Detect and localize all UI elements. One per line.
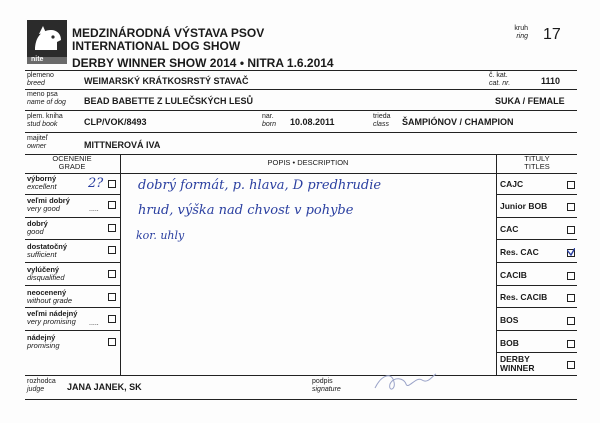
breed-value: WEIMARSKÝ KRÁTKOSRSTÝ STAVAČ (84, 76, 249, 86)
grade-good-en: good (27, 227, 44, 236)
catalog-label (489, 72, 510, 88)
description-line-3: kor. uhly (136, 229, 185, 242)
class-label-sk: trieda (373, 113, 391, 120)
grade-excellent[interactable] (27, 175, 57, 191)
description-line-2: hrud, výška nad chvost v pohybe (138, 203, 354, 218)
grade-sufficient-checkbox[interactable] (108, 246, 116, 254)
title-res-cac[interactable]: Res. CAC (500, 247, 539, 257)
stud-book-label-sk: plem. kniha (27, 113, 63, 120)
grade-excellent-checkbox[interactable] (108, 180, 116, 188)
ring-label-en: ring (516, 33, 528, 40)
grade-excellent-en: excellent (27, 182, 57, 191)
grade-very-promising-dots: ..... (89, 320, 99, 327)
title-res-cacib[interactable]: Res. CACIB (500, 292, 548, 302)
event-title: DERBY WINNER SHOW 2014 • NITRA 1.6.2014 (72, 56, 334, 70)
grade-good-sk: dobrý (27, 219, 48, 228)
ring-label (510, 25, 528, 41)
grade-promising-checkbox[interactable] (108, 338, 116, 346)
stud-book-value: CLP/VOK/8493 (84, 117, 147, 127)
grade-promising[interactable] (27, 334, 60, 350)
ring-number: 17 (543, 26, 561, 43)
catalog-label-en: cat. nr. (489, 80, 511, 87)
title-bos[interactable]: BOS (500, 315, 519, 325)
owner-value: MITTNEROVÁ IVA (84, 140, 161, 150)
judge-label-en: judge (27, 386, 45, 393)
title-bos-checkbox[interactable] (567, 317, 575, 325)
title-cajc[interactable]: CAJC (500, 179, 524, 189)
grade-sufficient-sk: dostatočný (27, 242, 68, 251)
class-value: ŠAMPIÓNOV / CHAMPION (402, 117, 514, 127)
grade-excellent-sk: výborný (27, 174, 57, 183)
breed-label (27, 72, 54, 88)
grade-good-checkbox[interactable] (108, 224, 116, 232)
born-label-sk: nar. (262, 113, 274, 120)
title-junior-bob-checkbox[interactable] (567, 203, 575, 211)
grade-disqualified-checkbox[interactable] (108, 270, 116, 278)
judge-value: JANA JANEK, SK (67, 382, 142, 392)
check-mark-icon (567, 248, 575, 256)
breed-label-sk: plemeno (27, 72, 54, 79)
grade-very-good-sk: veľmi dobrý (27, 196, 70, 205)
owner-label-en: owner (27, 143, 47, 150)
catalog-value: 1110 (541, 76, 561, 86)
catalog-label-sk: č. kat. (489, 72, 508, 79)
grade-promising-en: promising (27, 341, 60, 350)
logo-text: nite (31, 56, 44, 63)
dog-name-label-en: name of dog (27, 99, 66, 106)
grade-without-grade-checkbox[interactable] (108, 293, 116, 301)
title-derby-winner[interactable]: DERBY WINNER (500, 354, 535, 373)
owner-label-sk: majiteľ (27, 135, 48, 142)
titles-header (497, 155, 577, 171)
grade-very-good-checkbox[interactable] (108, 201, 116, 209)
title-derby-winner-checkbox[interactable] (567, 361, 575, 369)
title-cacib-checkbox[interactable] (567, 272, 575, 280)
title-bob[interactable]: BOB (500, 338, 519, 348)
title-cac-checkbox[interactable] (567, 226, 575, 234)
title-cac[interactable]: CAC (500, 224, 519, 234)
titles-header-sk: TITULY (524, 154, 550, 163)
dog-name-label (27, 91, 66, 107)
grade-disqualified-sk: vylúčený (27, 265, 60, 274)
title-cajc-checkbox[interactable] (567, 181, 575, 189)
titles-header-en: TITLES (524, 162, 550, 171)
grade-disqualified[interactable] (27, 266, 65, 282)
born-label-en: born (262, 121, 277, 128)
signature-label-en: signature (312, 386, 341, 393)
class-label-en: class (373, 121, 389, 128)
title-res-cacib-checkbox[interactable] (567, 294, 575, 302)
grade-very-good-dots: ..... (89, 206, 99, 213)
grade-very-promising-sk: veľmi nádejný (27, 309, 78, 318)
owner-label (27, 135, 48, 151)
grade-good[interactable] (27, 220, 48, 236)
dog-name-label-sk: meno psa (27, 91, 58, 98)
grade-without-grade-sk: neocenený (27, 288, 67, 297)
born-value: 10.08.2011 (290, 117, 335, 127)
grade-header-en: GRADE (58, 162, 86, 171)
signature-label-sk: podpis (312, 378, 333, 385)
grade-sufficient-en: sufficient (27, 250, 57, 259)
ring-label-sk: kruh (514, 25, 528, 32)
sex-value: SUKA / FEMALE (495, 96, 565, 106)
show-logo (27, 20, 67, 60)
description-header: POPIS • DESCRIPTION (267, 158, 349, 167)
grade-very-good[interactable] (27, 197, 70, 213)
logo-caption (27, 57, 67, 64)
title-res-cac-checkbox[interactable] (567, 249, 575, 257)
class-label (373, 113, 391, 129)
grade-disqualified-en: disqualified (27, 273, 65, 282)
grade-very-promising-en: very promising (27, 317, 76, 326)
signature-label (312, 378, 341, 394)
grade-without-grade[interactable] (27, 289, 72, 305)
grade-sufficient[interactable] (27, 243, 67, 259)
title-bob-checkbox[interactable] (567, 340, 575, 348)
stud-book-label-en: stud book (27, 121, 58, 128)
breed-label-en: breed (27, 80, 45, 87)
grade-header (32, 155, 112, 171)
born-label (262, 113, 276, 129)
grade-header-sk: OCENENIE (52, 154, 92, 163)
dog-name-value: BEAD BABETTE Z LULEČSKÝCH LESŮ (84, 96, 254, 106)
grade-excellent-mark: 2? (88, 176, 104, 191)
description-line-1: dobrý formát, p. hlava, D predhrudie (138, 178, 382, 193)
title-en: INTERNATIONAL DOG SHOW (72, 39, 241, 53)
title-cacib[interactable]: CACIB (500, 270, 527, 280)
title-junior-bob[interactable]: Junior BOB (500, 201, 548, 211)
grade-very-promising-checkbox[interactable] (108, 315, 116, 323)
title-sk: MEDZINÁRODNÁ VÝSTAVA PSOV (72, 26, 265, 40)
grade-very-good-en: very good (27, 204, 60, 213)
stud-book-label (27, 113, 63, 129)
judge-label (27, 378, 56, 394)
grade-without-grade-en: without grade (27, 296, 73, 305)
grade-promising-sk: nádejný (27, 333, 56, 342)
dog-head-icon (27, 20, 67, 60)
judge-label-sk: rozhodca (27, 378, 56, 385)
grade-very-promising[interactable] (27, 310, 77, 326)
judge-signature (370, 368, 440, 396)
